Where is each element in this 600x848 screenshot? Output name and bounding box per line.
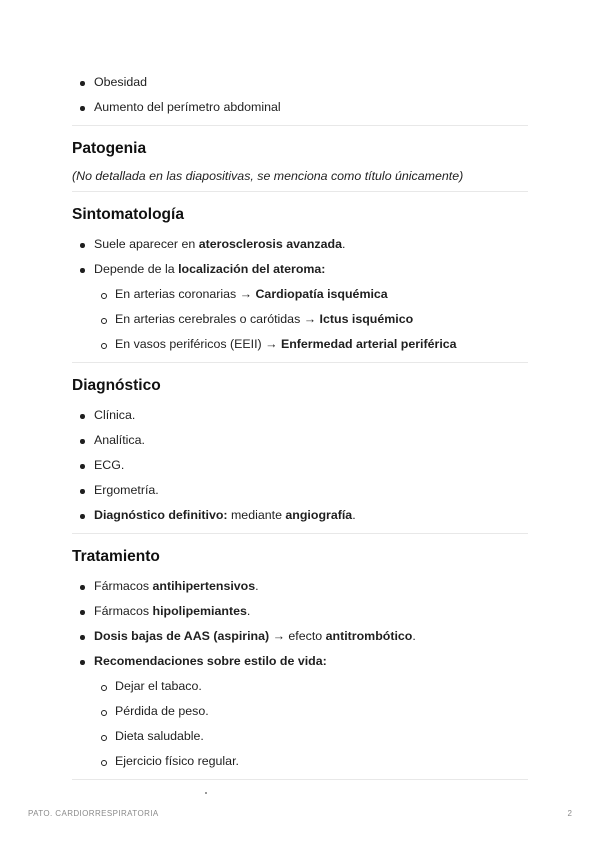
list-item: Diagnóstico definitivo: mediante angiografía. (72, 503, 528, 528)
list-item: Fármacos hipolipemiantes. (72, 599, 528, 624)
divider (72, 125, 528, 126)
list-item (72, 95, 528, 120)
section-title-sintomatologia: Sintomatología (72, 206, 184, 223)
list-item: Recomendaciones sobre estilo de vida: (72, 649, 528, 674)
section-title-patogenia: Patogenia (72, 140, 147, 157)
divider (72, 362, 528, 363)
intro-list (72, 70, 528, 120)
sintomatologia-list (72, 232, 528, 357)
sub-list-item: Pérdida de peso. (72, 699, 528, 724)
list-item: Suele aparecer en aterosclerosis avanzada. (72, 232, 528, 257)
sub-list-item: Ejercicio físico regular. (72, 749, 528, 774)
list-item: Dosis bajas de AAS (aspirina) → efecto antitrombótico. (72, 624, 528, 649)
list-item (72, 70, 528, 95)
sub-list-item: En arterias coronarias → Cardiopatía isquémica (72, 282, 528, 307)
sub-list-item: En arterias cerebrales o carótidas → Ictus isquémico (72, 307, 528, 332)
divider (72, 779, 528, 780)
divider (72, 191, 528, 192)
list-item: ECG. (72, 453, 528, 478)
tratamiento-list (72, 574, 528, 774)
list-item: Fármacos antihipertensivos. (72, 574, 528, 599)
sub-list-item: En vasos periféricos (EEII) → Enfermedad arterial periférica (72, 332, 528, 357)
diagnostico-list (72, 403, 528, 528)
list-item: Depende de la localización del ateroma: (72, 257, 528, 282)
section-title-tratamiento: Tratamiento (72, 548, 160, 565)
patogenia-note: (No detallada en las diapositivas, se menciona como título únicamente) (72, 169, 464, 183)
document-body (72, 70, 528, 801)
page-cut-mark (72, 792, 528, 801)
section-title-diagnostico: Diagnóstico (72, 377, 161, 394)
sub-list-item: Dejar el tabaco. (72, 674, 528, 699)
sub-list-item: Dieta saludable. (72, 724, 528, 749)
divider (72, 533, 528, 534)
list-item: Analítica. (72, 428, 528, 453)
list-item: Clínica. (72, 403, 528, 428)
list-item: Ergometría. (72, 478, 528, 503)
footer-title: PATO. CARDIORRESPIRATORIA (28, 809, 159, 818)
page-number: 2 (567, 809, 572, 818)
item-text: Obesidad (94, 75, 148, 89)
item-text: Aumento del perímetro abdominal (94, 100, 281, 114)
